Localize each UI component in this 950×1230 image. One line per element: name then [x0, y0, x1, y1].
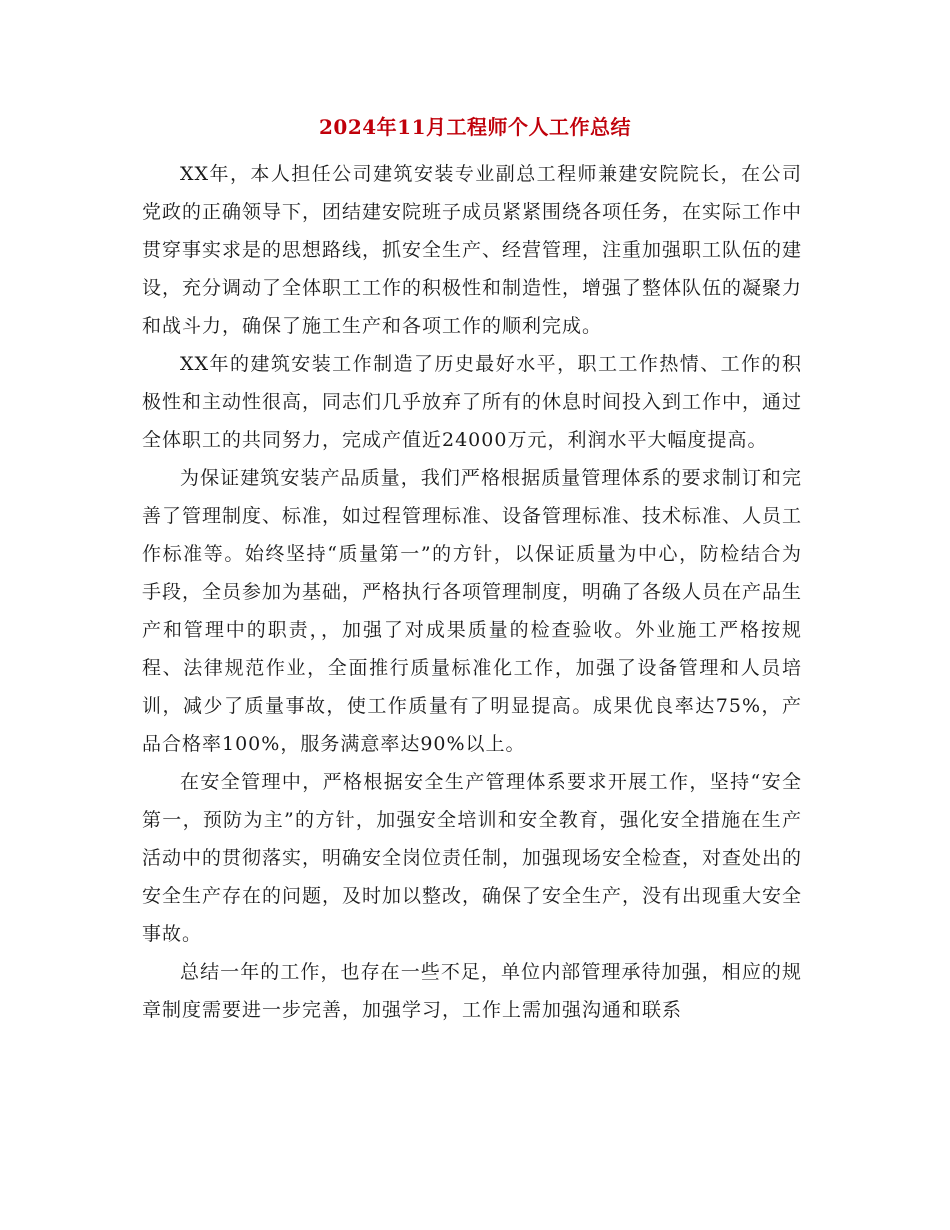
- document-title: 2024年11月工程师个人工作总结: [319, 115, 631, 139]
- paragraph-output: XX年的建筑安装工作制造了历史最好水平，职工工作热情、工作的积极性和主动性很高，同志们几乎放弃了所有的休息时间投入到工作中，通过全体职工的共同努力，完成产值近24000万元，利润水平大幅度提高。: [142, 353, 803, 451]
- paragraph-intro: XX年，本人担任公司建筑安装专业副总工程师兼建安院院长，在公司党政的正确领导下，团结建安院班子成员紧紧围绕各项任务，在实际工作中贯穿事实求是的思想路线，抓安全生产、经营管理，注重加强职工队伍的建设，充分调动了全体职工工作的积极性和制造性，增强了整体队伍的凝聚力和战斗力，确保了施工生产和各项工作的顺利完成。: [142, 163, 803, 337]
- document-body: [142, 155, 802, 1029]
- paragraph-safety: 在安全管理中，严格根据安全生产管理体系要求开展工作，坚持“安全第一，预防为主”的方针，加强安全培训和安全教育，强化安全措施在生产活动中的贯彻落实，明确安全岗位责任制，加强现场安全检查，对查处出的安全生产存在的问题，及时加以整改，确保了安全生产，没有出现重大安全事故。: [142, 771, 803, 945]
- paragraph-quality: 为保证建筑安装产品质量，我们严格根据质量管理体系的要求制订和完善了管理制度、标准，如过程管理标准、设备管理标准、技术标准、人员工作标准等。始终坚持“质量第一”的方针，以保证质量为中心，防检结合为手段，全员参加为基础，严格执行各项管理制度，明确了各级人员在产品生产和管理中的职责，，加强了对成果质量的检查验收。外业施工严格按规程、法律规范作业，全面推行质量标准化工作，加强了设备管理和人员培训，减少了质量事故，使工作质量有了明显提高。成果优良率达75%，产品合格率100%，服务满意率达90%以上。: [142, 467, 803, 755]
- paragraph-summary: 总结一年的工作，也存在一些不足，单位内部管理承待加强，相应的规章制度需要进一步完善，加强学习，工作上需加强沟通和联系: [142, 961, 802, 1021]
